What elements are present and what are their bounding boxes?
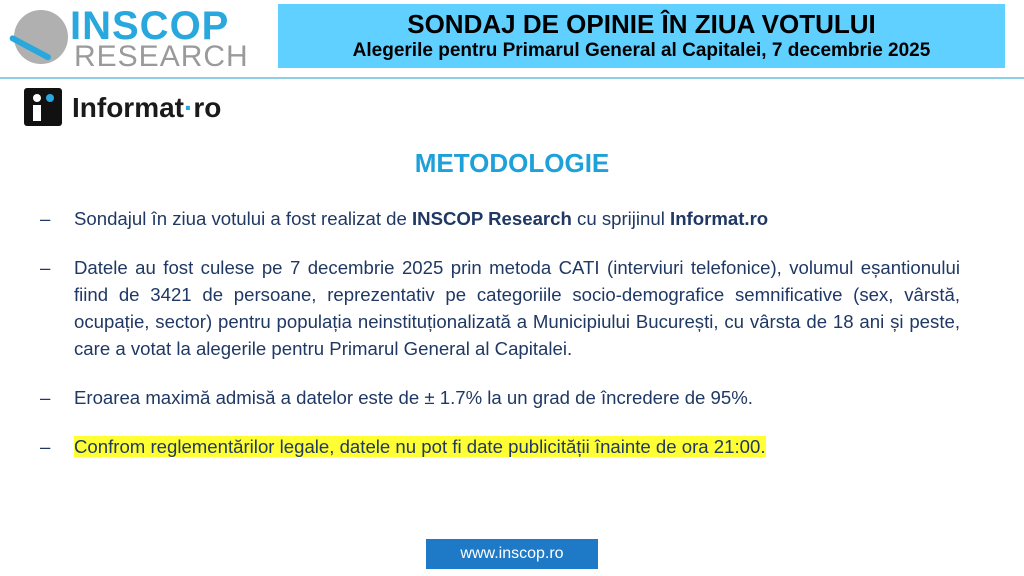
page-title: SONDAJ DE OPINIE ÎN ZIUA VOTULUI (407, 9, 876, 39)
website-link[interactable]: www.inscop.ro (426, 539, 598, 569)
list-item: – Datele au fost culese pe 7 decembrie 2025 prin metoda CATI (interviuri telefonice), volumul eșantionului fiind de 3421 de persoane, reprezentativ pe categoriile socio-demografice semnificative (sex, vârstă, ocupație, sector) pentru populația neinstituționalizată a Municipiului București, cu vârsta de 18 ani și peste, care a votat la alegerile pentru Primarul General al Capitalei. (40, 254, 960, 362)
methodology-list (40, 205, 960, 460)
logo-wordmark-bottom: RESEARCH (74, 40, 249, 73)
list-item-highlighted: – Confrom reglementărilor legale, datele nu pot fi date publicității înainte de ora 21:00. (40, 433, 960, 460)
informat-wordmark: Informat·ro (72, 92, 222, 123)
section-title: METODOLOGIE (414, 148, 610, 178)
informat-logo (24, 88, 264, 132)
logo-wordmark-top: INSCOP (70, 4, 230, 48)
page-subtitle: Alegerile pentru Primarul General al Capitalei, 7 decembrie 2025 (352, 40, 931, 61)
header-divider (0, 77, 1024, 79)
inscop-logo (8, 4, 270, 72)
info-icon (24, 88, 62, 126)
list-item: – Sondajul în ziua votului a fost realizat de INSCOP Research cu sprijinul Informat.ro (40, 205, 960, 232)
list-item: – Eroarea maximă admisă a datelor este de ± 1.7% la un grad de încredere de 95%. (40, 384, 960, 411)
header-banner (278, 4, 1005, 68)
